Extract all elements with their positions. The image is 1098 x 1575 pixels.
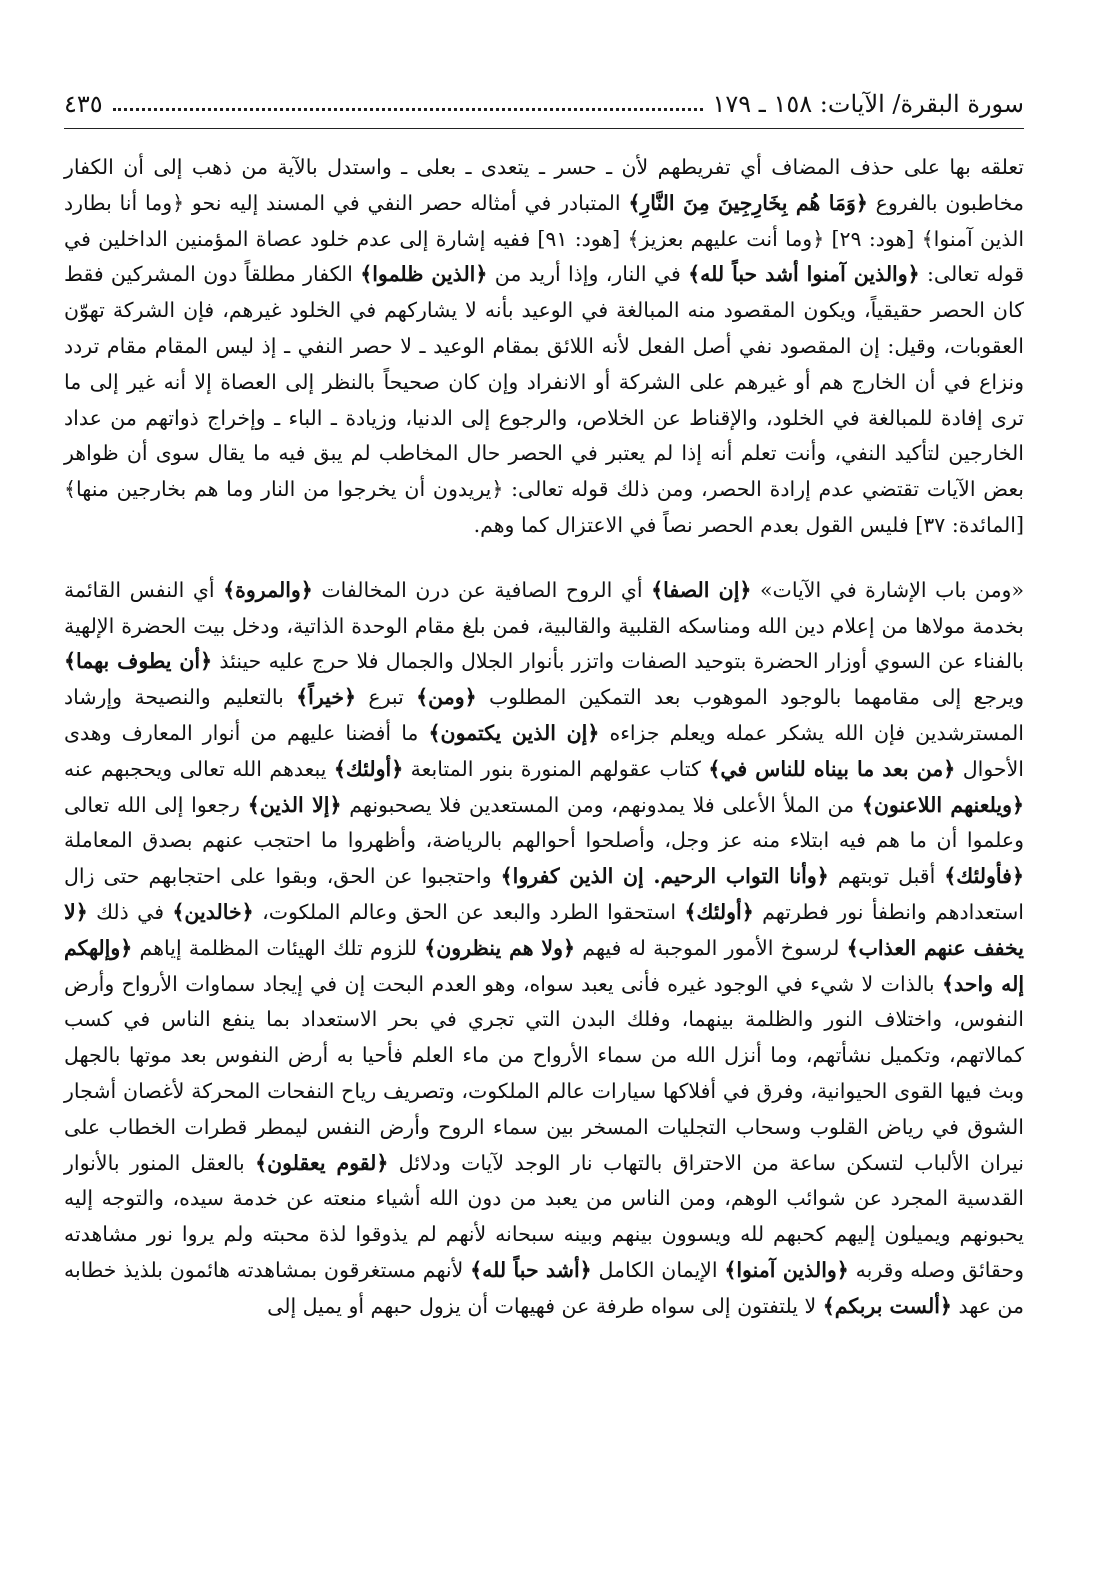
quranic-quote: ﴿وإلهكم إله واحد﴾	[64, 935, 1025, 996]
quranic-quote: ﴿والمروة﴾	[223, 577, 313, 602]
quranic-quote: ﴿خالدين﴾	[172, 899, 254, 924]
quranic-quote: ﴿فأولئك﴾	[944, 864, 1024, 889]
quranic-quote: ﴿وَمَا هُم بِخَارِجِينَ مِنَ النَّارِ﴾	[628, 190, 868, 215]
text-run: ﴿وما أنت عليهم بعزيز﴾	[627, 226, 825, 251]
text-run: استحقوا الطرد والبعد عن الحق وعالم الملكوت،	[253, 899, 685, 924]
text-run: لأنهم مستغرقون بمشاهدته هائمون بلذيذ خطابه من عهد	[64, 1257, 1024, 1318]
text-run: لا يلتفتون إلى سواه طرفة عن فهيهات أن يزول حبهم أو يميل إلى	[267, 1293, 823, 1318]
text-run: أي النفس القائمة بخدمة مولاها من إعلام دين الله ومناسكه القلبية والقالبية، فمن بلغ مقام الوحدة الذاتية، ودخل بيت الحضرة الإلهية بالفناء عن السوي أوزار الحضرة بتوحيد الصفات واتزر بأنوار الجلال والجمال فلا حرج عليه حينئذ	[64, 577, 1024, 674]
text-run: الكفار مطلقاً دون المشركين فقط كان الحصر حقيقياً، ويكون المقصود منه المبالغة في الوعيد بأنه لا يشاركهم في الخلود غيرهم، فإن الشركة تهوّن العقوبات، وقيل: إن المقصود نفي أصل الفعل لأنه اللائق بمقام الوعيد ـ لا حصر النفي ـ إذ ليس المقام مقام تردد ونزاع في أن الخارج هم أو غيرهم على الشركة أو الانفراد وإن كان صحيحاً بالنظر إلى العصاة إلا أنه غير إلى ما ترى إفادة للمبالغة في الخلود، والإقناط عن الخلاص، والرجوع إلى الدنيا، وزيادة ـ الباء ـ وإخراج ذواتهم من عداد الخارجين لتأكيد النفي، وأنت تعلم أنه إذا لم يعتبر في الحصر حال المخاطب لم يبق فيه ما يقال سوى أن ظواهر بعض الآيات تقتضي عدم إرادة الحصر، ومن ذلك قوله تعالى:	[64, 262, 1024, 502]
quranic-quote: ﴿خيراً﴾	[296, 685, 357, 710]
paragraph	[64, 573, 1024, 1325]
text-run: في ذلك	[87, 899, 173, 924]
running-header	[64, 84, 1024, 124]
text-run: واحتجبوا عن الحق، وبقوا على احتجابهم حتى زال استعدادهم وانطفأ نور فطرتهم	[64, 864, 1024, 924]
text-run: بالعقل المنور بالأنوار القدسية المجرد عن شوائب الوهم، ومن الناس من يعبد من دون الله أشياء منعته عن خدمة سيده، والتوجه إليه يحبونهم ويميلون إليهم كحبهم لله ويسوون بينهم وبينه سبحانه لأنهم لم يذوقوا لذة محبته ولم يروا نور مشاهدته وحقائق وصله وقربه	[64, 1150, 1024, 1282]
quranic-quote: ﴿ألست بربكم﴾	[822, 1293, 952, 1318]
page-number: ٤٣٥	[64, 90, 103, 118]
quranic-quote: ﴿أشد حباً لله﴾	[470, 1257, 592, 1282]
quranic-quote: ﴿لا يخفف عنهم العذاب﴾	[64, 899, 1024, 960]
header-rule	[64, 128, 1024, 129]
text-run: تعلقه بها على حذف المضاف أي تفريطهم لأن ـ حسر ـ يتعدى ـ بعلى ـ واستدل بالآية من ذهب إلى أن الكفار مخاطبون بالفروع	[64, 155, 1024, 215]
header-title: سورة البقرة/ الآيات: ١٥٨ ـ ١٧٩	[712, 90, 1024, 118]
quranic-quote: ﴿إن الذين يكتمون﴾	[428, 720, 600, 745]
quranic-quote: ﴿أولئك﴾	[684, 899, 754, 924]
quranic-quote: ﴿إن الصفا﴾	[651, 577, 752, 602]
text-run: ﴿وما أنا بطارد الذين آمنوا﴾	[64, 190, 1025, 251]
text-run: الإيمان الكامل	[591, 1257, 725, 1282]
quranic-quote: ﴿الذين ظلموا﴾	[360, 262, 488, 287]
text-run: ما أفضنا عليهم من أنوار المعارف وهدى الأحوال	[64, 720, 1024, 781]
text-run: كتاب عقولهم المنورة بنور المتابعة	[403, 756, 709, 781]
text-run: بالذات لا شيء في الوجود غيره فأنى يعبد سواه، وهو العدم البحت إن في إيجاد سماوات الأرواح وأرض النفوس، واختلاف النور والظلمة بينهما، وفلك البدن التي تجري في بحر الاستعداد بما ينفع الناس في كسب كمالاتهم، وتكميل نشأتهم، وما أنزل الله من سماء الأرواح من ماء العلم فأحيا به أرض النفوس بعد موتها بالجهل وبث فيها القوى الحيوانية، وفرق في أفلاكها سيارات عالم الملكوت، وتصريف رياح النفحات المحركة لأغصان أشجار الشوق في رياض القلوب وسحاب التجليات المسخر بين سماء الروح وأرض النفس ليمطر قطرات الخطاب على نيران الألباب لتسكن ساعة من الاحتراق بالتهاب نار الوجد لآيات ودلائل	[64, 971, 1024, 1175]
text-run: رجعوا إلى الله تعالى وعلموا أن ما هم فيه ابتلاء منه عز وجل، وأصلحوا أحوالهم بالرياضة، وأظهروا ما احتجب عنهم بصدق المعاملة	[64, 792, 1024, 853]
text-run: المتبادر في أمثاله حصر النفي في المسند إليه نحو	[184, 190, 629, 215]
dotted-leader	[113, 94, 703, 111]
text-run: [هود: ٢٩]	[824, 226, 922, 251]
quranic-quote: ﴿والذين آمنوا﴾	[724, 1257, 849, 1282]
quranic-quote: ﴿ولا هم ينظرون﴾	[424, 935, 576, 960]
quranic-quote: ﴿ويلعنهم اللاعنون﴾	[861, 792, 1025, 817]
text-run: [المائدة: ٣٧] فليس القول بعدم الحصر نصاً في الاعتزال كما وهم.	[473, 512, 1024, 537]
text-run: «ومن باب الإشارة في الآيات»	[751, 577, 1025, 602]
text-run: ويرجع إلى مقامهما بالوجود الموهوب بعد التمكين المطلوب	[476, 685, 1024, 710]
text-run: للزوم تلك الهيئات المظلمة إياهم	[132, 935, 425, 960]
page-body	[64, 150, 1024, 1325]
quranic-quote: ﴿أولئك﴾	[333, 756, 404, 781]
quranic-quote: ﴿ومن﴾	[416, 685, 477, 710]
quranic-quote: ﴿وأنا التواب الرحيم. إن الذين كفروا﴾	[500, 864, 829, 889]
text-run: لرسوخ الأمور الموجبة له فيهم	[575, 935, 847, 960]
quranic-quote: ﴿لقوم يعقلون﴾	[255, 1150, 389, 1175]
text-run: أقبل توبتهم	[828, 864, 945, 889]
text-run: يبعدهم الله تعالى ويحجبهم عنه	[64, 756, 334, 781]
quranic-quote: ﴿أن يطوف بهما﴾	[64, 649, 213, 674]
text-run: أي الروح الصافية عن درن المخالفات	[312, 577, 652, 602]
text-run: [هود: ٩١] ففيه إشارة إلى عدم خلود عصاة المؤمنين الداخلين في قوله تعالى:	[64, 226, 1024, 287]
quranic-quote: ﴿من بعد ما بيناه للناس في﴾	[708, 756, 956, 781]
quranic-quote: ﴿إلا الذين﴾	[247, 792, 342, 817]
quranic-quote: ﴿والذين آمنوا أشد حباً لله﴾	[688, 262, 920, 287]
text-run: ﴿يريدون أن يخرجوا من النار وما هم بخارجين منها﴾	[64, 477, 504, 502]
text-run: بالتعليم والنصيحة وإرشاد المسترشدين فإن الله يشكر عمله ويعلم جزاءه	[64, 685, 1024, 745]
text-run: في النار، وإذا أريد من	[487, 262, 689, 287]
paragraph	[64, 150, 1024, 544]
text-run: تبرع	[356, 685, 417, 710]
text-run: من الملأ الأعلى فلا يمدونهم، ومن المستعدين فلا يصحبونهم	[341, 792, 862, 817]
